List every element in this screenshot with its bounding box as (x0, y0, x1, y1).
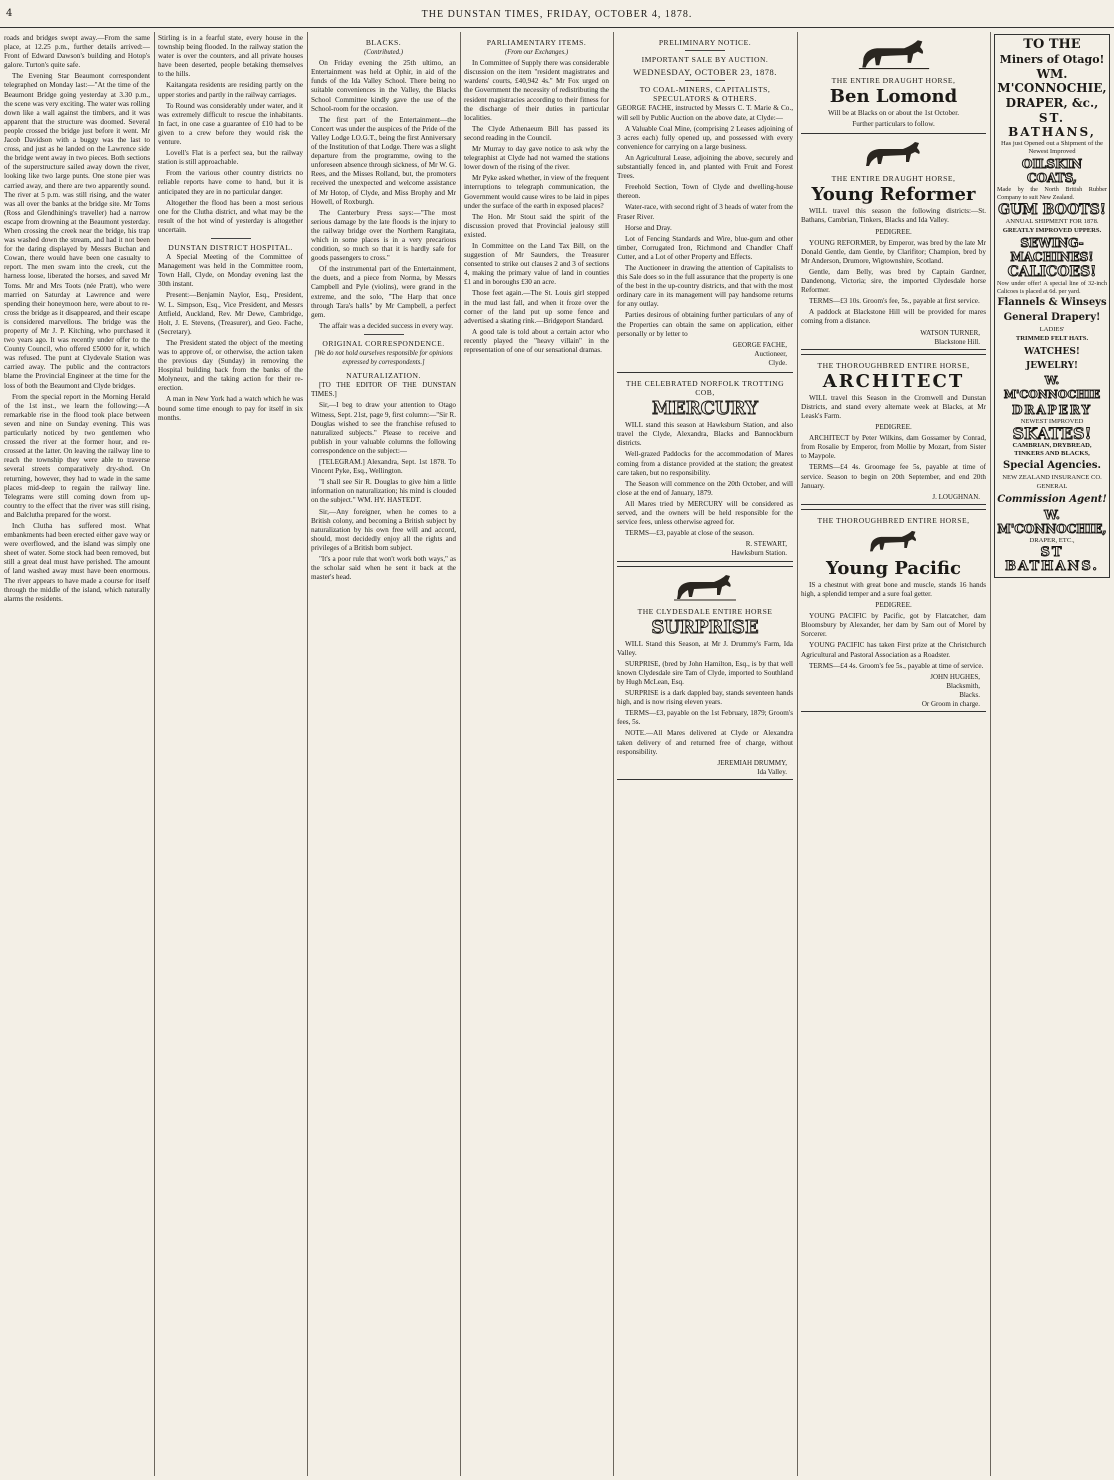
article-paragraph: The Clyde Athenaeum Bill has passed its second reading in the Council. (464, 124, 609, 142)
young-reformer-ad (801, 133, 986, 349)
clydesdale-place: Ida Valley. (757, 767, 787, 776)
norfolk-name: MERCURY (652, 398, 758, 420)
article-paragraph: The Evening Star Beaumont correspondent telegraphed on Monday last:—"At the time of the Beaumont Bridge going yesterday at 3.30 p.m., the scene was very exciting. The water was rolling down like a wall against the timbers, and it was apparent that the structure was doomed. Several people crossed the bridge just before it went. Mr Jacob Davidson with a buggy was the last to cross, and just as he landed on the Lawrence side the bridge went away in two pieces. Both sections of the superstructure sailed away down the river, looking like two large punts. One stone pier was carried away, and there are two apparently sound. The river at 5 p.m. was still rising, and the water was all over the banks at the bridge site. Mr Toms (Ross and Glendhining's traveller) had a narrow escape from drowning at the Beaumont yesterday. When crossing the creek near the bridge, his trap was washed down the stream, and had it not been for the daring displayed by Messrs Buchan and Cowan, there would have been one casualty to report. The men swam into the creek, cut the harness loose, liberated the horses, and saved Mr Toms. Mr and Mrs Toots (née Pratt), who were married on Saturday at Lawrence and were spending their honeymoon here, were about to re-cross the bridge as it disappeared, and their escape is considered marvellous. The bridge was the property of Mr J. P. Kitching, who purchased it two years ago. It was recently under offer to the County Council, who offered £5000 for it, which was refused. The punt at Clydevale Station was carried away. The public and the contractors blame the Provincial Engineer at the time for the loss of both the Beaumont and Clyde bridges. (4, 72, 150, 390)
firm-name: WM. M'CONNOCHIE, (997, 67, 1107, 95)
clydesdale-ad (617, 566, 793, 780)
ad-paragraph: The Season will commence on the 20th October, and will close at the end of January, 1879. (617, 479, 793, 497)
auction-item: Water-race, with second right of 3 heads of water from the Fraser River. (617, 203, 793, 221)
column-3 (311, 34, 456, 1474)
architect-ad (801, 354, 986, 505)
auctioneer-name: GEORGE FACHE, (732, 340, 787, 349)
auction-item: A Valuable Coal Mine, (comprising 2 Leases adjoining of 3 acres each) fully opened up, and possessed with every convenience for carrying on a large business. (617, 124, 793, 151)
ad-paragraph: YOUNG PACIFIC by Pacific, got by Flatcatcher, dam Bloomsbury by Alexander, her dam by Sam out of Morel by Sorcerer. (801, 612, 986, 639)
firm-trade: DRAPER, &c., (1005, 96, 1099, 110)
ad-paragraph: A paddock at Blackstone Hill will be provided for mares coming from a distance. (801, 308, 986, 326)
article-paragraph: Altogether the flood has been a most serious one for the Clutha district, and what may be the result of the hot wind of yesterday is altogether uncertain. (158, 198, 303, 234)
column-rule (154, 32, 155, 1476)
norfolk-owner: R. STEWART, (745, 540, 787, 549)
page-number: 4 (6, 8, 13, 19)
ad-paragraph: Gentle, dam Belly, was bred by Captain Gardner, Dandenong, Victoria; sire, the imported Clydesdale horse Reformer. (801, 267, 986, 295)
sale-line: IMPORTANT SALE BY AUCTION. (641, 55, 769, 65)
article-paragraph: A man in New York had a watch which he was bound some time enough to pay for itself in six months. (158, 395, 303, 422)
ad-paragraph: WILL Stand this Season, at Mr J. Drummy's Farm, Ida Valley. (617, 639, 793, 657)
ad-paragraph: TERMS—£3, payable on the 1st February, 1879; Groom's fees, 5s. (617, 709, 793, 727)
ad-paragraph: All Mares tried by MERCURY will be considered as served, and the owners will be held responsible for the service fees, unless otherwise agreed for. (617, 499, 793, 527)
thorough1-name: ARCHITECT (822, 370, 965, 392)
auction-item: An Agricultural Lease, adjoining the above, securely and substantially fenced in, and planted with Fruit and Forest Trees. (617, 153, 793, 181)
contributed-note: (Contributed.) (363, 49, 404, 57)
gum-boots-heading: GUM BOOTS! (998, 201, 1106, 218)
final-place: ST BATHANS. (1005, 544, 1099, 574)
article-paragraph: Those feet again.—The St. Louis girl stepped in the mud last fall, and when it froze over the corner of the land put up some fence and advertised a skating rink.—Bridgeport Standard. (464, 289, 609, 325)
date-line: WEDNESDAY, OCTOBER 23, 1878. (633, 67, 777, 78)
auction-item: Horse and Dray. (625, 223, 672, 232)
auction-paragraph: The Auctioneer in drawing the attention of Capitalists to this Sale does so in the full assurance that the property is one of the best in the up-country districts, and that with the most ordinary care in its management will pay handsome returns for any outlay. (617, 263, 793, 309)
ad-title-to: TO THE (1023, 37, 1081, 52)
auctioneer-title: Auctioneer, (754, 349, 787, 358)
article-paragraph: To Round was considerably under water, and it was extremely difficult to rescue the inhabitants. In fact, in one case a guarantee of £10 had to be given to a crew before they would risk the venture. (158, 101, 303, 147)
notice-title: PRELIMINARY NOTICE. (658, 38, 752, 47)
ad-paragraph: SURPRISE is a dark dappled bay, stands seventeen hands high, and is now rising eleven years. (617, 689, 793, 707)
ad-line: ANNUAL SHIPMENT FOR 1878. (1005, 217, 1099, 225)
column-rule (613, 32, 614, 1476)
entire2-owner: WATSON TURNER, (920, 328, 980, 337)
firm-place: ST. BATHANS, (1008, 111, 1096, 139)
masthead (0, 4, 1114, 28)
ad-paragraph: TERMS—£4 4s. Groom's fee 5s., payable at time of service. (809, 661, 984, 670)
general-drapery-heading: General Drapery! (1003, 312, 1101, 324)
ad-paragraph: IS a chestnut with great bone and muscle, stands 16 hands high, a splendid temper and a sure foal getter. (801, 580, 986, 598)
article-paragraph: Inch Clutha has suffered most. What embankments had been erected either gave way or were overflowed, and the island was simply one sheet of water. Some stock had been removed, but still a great deal must have perished. The amount of land washed away must have been enormous. The river appears to have made a course for itself through the middle of the island, which naturally alarms the residents. (4, 521, 150, 603)
ad-line: Further particulars to follow. (852, 120, 935, 129)
horse-icon (670, 573, 740, 603)
ad-line: LADIES' (1039, 326, 1065, 334)
young-pacific-ad (801, 509, 986, 712)
auction-paragraph: GEORGE FACHE, instructed by Messrs C. T. Marie & Co., will sell by Public Auction on the above date, at Clyde:— (617, 104, 793, 122)
entire2-place: Blackstone Hill. (934, 337, 980, 346)
article-paragraph: roads and bridges swept away.—From the same place, at 12.25 p.m., further details arrived:—Front of Edward Dawson's building and Hotop's galore. Turton's quite safe. (4, 34, 150, 70)
oilskin-heading: OILSKIN COATS, (1021, 157, 1083, 186)
final-firm: W. M'CONNOCHIE, (997, 507, 1107, 536)
ad-line: Has just Opened out a Shipment of the Newest Improved (1000, 140, 1103, 156)
column-1 (4, 34, 150, 1474)
pedigree-label: PEDIGREE. (875, 601, 912, 610)
norfolk-ad (617, 372, 793, 562)
separator (685, 50, 725, 51)
mconnochie-ad (994, 34, 1110, 578)
ad-paragraph: SURPRISE, (bred by John Hamilton, Esq., is by that well known Clydesdale sire Tam of Clyde, imported to Southland by Hugh McLean, Esq. (617, 659, 793, 686)
drapery-heading: DRAPERY (1011, 402, 1093, 417)
article-paragraph: In Committee on the Land Tax Bill, on the suggestion of Mr Saunders, the Treasurer consented to strike out clauses 2 and 3 of sections 4, making the primary value of land in counties £1 and in boroughs £30 an acre. (464, 241, 609, 287)
ad-paragraph: YOUNG PACIFIC has taken First prize at the Christchurch Agricultural and Pastoral Association as a Roadster. (801, 641, 986, 659)
ad-paragraph: TERMS—£4 4s. Groomage fee 5s, payable at time of service. Season to begin on 20th September, and end 20th January. (801, 463, 986, 490)
entire1-heading: THE ENTIRE DRAUGHT HORSE, (831, 76, 956, 85)
correspondence-heading: ORIGINAL CORRESPONDENCE. (322, 338, 445, 348)
thorough2-trade: Blacksmith, (946, 681, 980, 690)
entire2-name: Young Reformer (811, 184, 976, 206)
thorough2-owner: JOHN HUGHES, (930, 672, 980, 681)
separator (364, 334, 404, 335)
article-paragraph: From the various other country districts no reliable reports have come to hand, but it is anticipated they are in no particular danger. (158, 169, 303, 196)
ad-paragraph: WILL travel this Season in the Cromwell and Dunstan Districts, and stand every alternate week at Blacks, at Mr Leask's Farm. (801, 393, 986, 420)
auction-paragraph: Parties desirous of obtaining further particulars of any of the Properties can obtain the same on application, either personally or by letter to (617, 311, 793, 338)
auctioneer-place: Clyde. (768, 358, 787, 367)
pedigree-label: PEDIGREE. (875, 227, 912, 236)
ad-paragraph: TERMS—£3, payable at close of the season. (625, 529, 754, 538)
article-paragraph: On Friday evening the 25th ultimo, an Entertainment was held at Ophir, in aid of the funds of the Ida Valley School. There being no suitable conveniences in the Valley, the Blacks School Committee kindly gave the use of the School-room for the occasion. (311, 59, 456, 113)
to-line: TO COAL-MINERS, CAPITALISTS, SPECULATORS & OTHERS. (639, 85, 771, 104)
ad-title-miners: Miners of Otago! (999, 53, 1105, 66)
calicoes-heading: CALICOES! (1007, 264, 1097, 280)
article-paragraph: Mr Pyke asked whether, in view of the frequent interruptions to telegraph communication, the Government would cause wires to be laid in pipes under the surface of the earth in exposed places? (464, 174, 609, 210)
article-paragraph: A Special Meeting of the Committee of Management was held in the Committee room, Town Hall, Clyde, on Monday evening last the 30th instant. (158, 253, 303, 289)
article-paragraph: Lovell's Flat is a perfect sea, but the railway station is still approachable. (158, 149, 303, 167)
ad-line: NEWEST IMPROVED (1020, 417, 1084, 425)
ad-paragraph: Well-grazed Paddocks for the accommodation of Mares coming from a distance provided at the station; the greatest care taken, but no responsibility. (617, 450, 793, 477)
commission-heading: Commission Agent! (997, 493, 1107, 505)
column-6 (801, 34, 986, 1474)
article-paragraph: Sir,—I beg to draw your attention to Otago Witness, Sept. 21st, page 9, first column:—"Sir R. Douglas wished to see the franchise refused to naturalized subjects." Please to receive and publish in your valuable columns the following correspondence on the subject:— (311, 401, 456, 455)
clydesdale-heading: THE CLYDESDALE ENTIRE HORSE (637, 606, 773, 616)
parliamentary-heading: PARLIAMENTARY ITEMS. (486, 38, 587, 47)
ad-paragraph: WILL travel this season the following districts:—St. Bathans, Cambrian, Tinkers, Blacks and Ida Valley. (801, 207, 986, 225)
article-paragraph: [TELEGRAM.] Alexandra, Sept. 1st 1878. To Vincent Pyke, Esq., Wellington. (311, 458, 456, 476)
ad-line: Made by the North British Rubber Company to suit New Zealand. (997, 186, 1107, 201)
flannels-heading: Flannels & Winseys (997, 297, 1107, 309)
skates-heading: SKATES! (1012, 423, 1092, 443)
article-paragraph: In Committee of Supply there was considerable discussion on the item "resident magistrates and wardens' courts, £40,942 4s." Mr Fox urged on the Government the necessity of redistributing the resident magistracies according to their fitness for the discharge of their duties in particular localities. (464, 59, 609, 122)
thorough2-name: Young Pacific (826, 557, 961, 579)
column-5 (617, 34, 793, 1474)
thorough2-groom: Or Groom in charge. (921, 700, 980, 709)
article-paragraph: Of the instrumental part of the Entertainment, the duets, and a piece from Norma, by Messrs Campbell and Pyle (violins), were grand in the extreme, and the solo, "The Harp that once through Tara's halls" by Mr Campbell, a perfect gem. (311, 265, 456, 319)
article-paragraph: The Hon. Mr Stout said the spirit of the discussion proved that Provincial jealousy still existed. (464, 212, 609, 239)
auction-item: Lot of Fencing Standards and Wire, blue-gum and other timber, Corrugated Iron, Richmond and Chandler Chaff Cutter, and a Lot of other Property and Effects. (617, 234, 793, 261)
norfolk-heading: THE CELEBRATED NORFOLK TROTTING COB, (625, 379, 785, 398)
ad-line: Will be at Blacks on or about the 1st October. (827, 109, 960, 118)
article-paragraph: [TO THE EDITOR OF THE DUNSTAN TIMES.] (311, 381, 456, 399)
exchanges-note: (From our Exchanges.) (504, 49, 569, 57)
ad-line: GENERAL (1036, 483, 1068, 491)
article-paragraph: Mr Murray to day gave notice to ask why the telegraphist at Clyde had not warned the stations lower down of the rising of the river. (464, 145, 609, 172)
sewing-heading: SEWING-MACHINES! (1010, 236, 1094, 264)
thorough1-owner: J. LOUGHNAN. (932, 492, 980, 501)
correspondence-note: [We do not hold ourselves responsible for opinions expressed by correspondents.] (314, 350, 453, 367)
special-agencies-heading: Special Agencies. (1003, 460, 1101, 472)
article-paragraph: Present:—Benjamin Naylor, Esq., President, W. L. Simpson, Esq., Vice President, and Messrs Attfield, Auckland, Rev. Mr Dewe, Cambridge, Holt, J. E. Stevens, (Treasurer), and Geo. Fache, (Secretary). (158, 291, 303, 336)
ad-line: NEW ZEALAND INSURANCE CO. (1002, 474, 1102, 482)
ad-line: CAMBRIAN, DRYBREAD, TINKERS AND BLACKS, (1012, 441, 1092, 457)
separator (685, 80, 725, 81)
article-paragraph: A good tale is told about a certain actor who recently played the "heavy villain" in the representation of one of our sensational dramas. (464, 327, 609, 354)
masthead-title: THE DUNSTAN TIMES, FRIDAY, OCTOBER 4, 1878. (421, 9, 693, 20)
norfolk-station: Hawksburn Station. (731, 549, 787, 558)
auction-item: Freehold Section, Town of Clyde and dwelling-house thereon. (617, 183, 793, 201)
article-paragraph: "It's a poor rule that won't work both ways," as the scholar said when he sent it back at the master's head. (311, 554, 456, 582)
separator (211, 238, 251, 239)
column-rule (797, 32, 798, 1476)
thorough2-heading: THE THOROUGHBRED ENTIRE HORSE, (817, 515, 970, 525)
article-paragraph: The affair was a decided success in every way. (319, 321, 454, 330)
ad-paragraph: YOUNG REFORMER, by Emperor, was bred by the late Mr Donald Gentle, dam Gentle, by Clarifitor; Champion, bred by Mr Anderson, Drumore, Wigtownshire, Scotland. (801, 238, 986, 265)
ad-line: GREATLY IMPROVED UPPERS. (1002, 226, 1102, 234)
hospital-heading: DUNSTAN DISTRICT HOSPITAL. (168, 242, 293, 252)
thorough1-heading: THE THOROUGHBRED ENTIRE HORSE, (817, 360, 970, 370)
horse-icon (864, 529, 924, 555)
pedigree-label: PEDIGREE. (875, 423, 912, 432)
ad-paragraph: TERMS—£3 10s. Groom's fee, 5s., payable at first service. (809, 297, 980, 306)
article-paragraph: From the special report in the Morning Herald of the 1st inst., we learn the following:—A remarkable rise in the flood took place between seven and nine on Sunday evening. This was particularly noticed by two gentlemen who crossed the river at the former hour, and re-crossed at the latter. On leaving the railway line to reach the township they were able to traverse several streets comparatively dry-shod. On returning, however, they had to wade in the same places mid-deep to regain the railway line. Telegrams were still coming down from up-country to the effect that the river was still rising, and Balclutha prepared for the worst. (4, 392, 150, 519)
article-paragraph: The President stated the object of the meeting was to approve of, or otherwise, the action taken the previous day (Sunday) in removing the Hospital building back from the banks of the Molyneux, and the taking action for their re-erection. (158, 338, 303, 393)
firm-name-2: W. M'CONNOCHIE (1003, 373, 1101, 401)
article-paragraph: Kaitangata residents are residing partly on the upper stories and partly in the railway carriages. (158, 81, 303, 99)
ad-paragraph: NOTE.—All Mares delivered at Clyde or Alexandra taken delivery of and returned free of charge, without responsibility. (617, 729, 793, 756)
article-paragraph: "I shall see Sir R. Douglas to give him a little information on naturalization; his mind is clouded on the subject." WM. HY. HASTEDT. (311, 478, 456, 505)
ad-line: TRIMMED FELT HATS. (1015, 335, 1089, 343)
column-rule (990, 32, 991, 1476)
horse-icon (859, 140, 929, 170)
watches-heading: WATCHES! JEWELRY! (1024, 346, 1080, 371)
column-4 (464, 34, 609, 1474)
thorough2-place: Blacks. (959, 690, 980, 699)
article-paragraph: The Canterbury Press says:—"The most serious damage by the late floods is the injury to the railway bridge over the Northern Rangitata, which in some places is in a very precarious condition, so much so that it is hardly safe for goods passengers to cross." (311, 208, 456, 263)
ad-paragraph: WILL stand this season at Hawksburn Station, and also travel the Clyde, Alexandra, Blacks and Bannockburn districts. (617, 421, 793, 448)
entire2-heading: THE ENTIRE DRAUGHT HORSE, (831, 174, 956, 184)
column-2 (158, 34, 303, 1474)
column-rule (307, 32, 308, 1476)
article-paragraph: The first part of the Entertainment—the Concert was under the auspices of the Pride of the Valley Lodge I.O.G.T., being the first Anniversary of the Institution of that Lodge. There was a slight departure from the programme, owing to the unforeseen absence through sickness, of Mr W. G. Rees, and the Misses Rolland, but, the promoters received the unexpected and welcome assistance of Mr Hotop, of Clyde, and Miss Brophy and Mr Howell, of Roxburgh. (311, 115, 456, 206)
horse-icon (854, 38, 934, 72)
column-7 (994, 34, 1110, 1474)
blacks-heading: BLACKS. (365, 38, 402, 47)
ad-line: DRAPER, ETC., (1029, 536, 1075, 544)
clydesdale-name: SURPRISE (651, 616, 759, 638)
entire1-name: Ben Lomond (829, 86, 958, 108)
naturalization-heading: NATURALIZATION. (346, 371, 421, 381)
column-rule (460, 32, 461, 1476)
article-paragraph: Sir,—Any foreigner, when he comes to a British colony, and becoming a British subject by naturalization by his own free will and accord, should, most decidedly enjoy all the rights and privileges of a British born subject. (311, 507, 456, 552)
article-paragraph: Stirling is in a fearful state, every house in the township being flooded. In the railway station the water is over the counters, and all private houses have been deserted, people betaking themselves to the hills. (158, 34, 303, 79)
clydesdale-owner: JEREMIAH DRUMMY, (717, 758, 787, 767)
ad-paragraph: ARCHITECT by Peter Wilkins, dam Gossamer by Conrad, from Rosalie by Emperor, from Mollie by Mozart, from Sister to Maypole. (801, 434, 986, 461)
ad-line: Now under offer! A special line of 32-inch Calicoes is placed at 6d. per yard. (997, 280, 1107, 295)
